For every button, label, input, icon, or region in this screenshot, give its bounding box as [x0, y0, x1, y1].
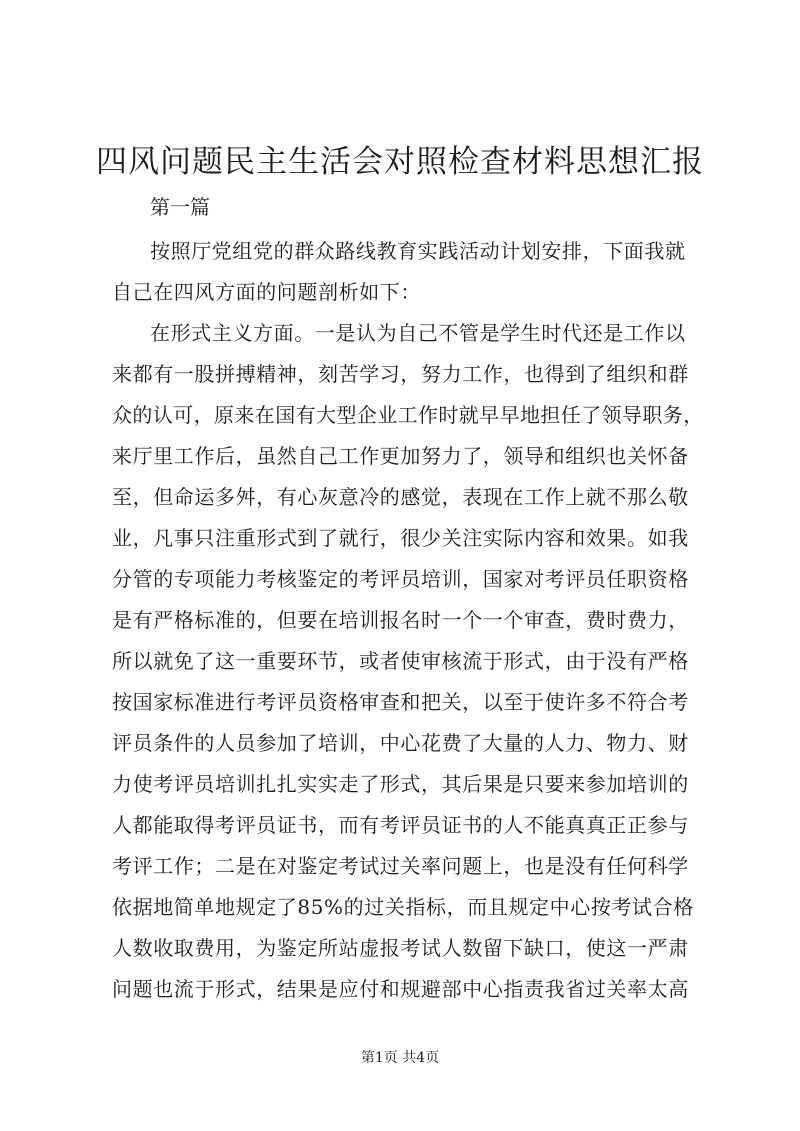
body-line: 是有严格标准的，但要在培训报名时一个一个审查，费时费力，: [112, 608, 689, 632]
body-line: 人都能取得考评员证书，而有考评员证书的人不能真真正正参与: [112, 813, 689, 837]
body-line: 来厅里工作后，虽然自己工作更加努力了，领导和组织也关怀备: [112, 444, 689, 468]
body-line: 至，但命运多舛，有心灰意冷的感觉，表现在工作上就不那么敬: [112, 485, 689, 509]
body-line: 所以就免了这一重要环节，或者使审核流于形式，由于没有严格: [112, 649, 689, 673]
body-line: 问题也流于形式，结果是应付和规避部中心指责我省过关率太高: [112, 977, 689, 1001]
body-line: 按照厅党组党的群众路线教育实践活动计划安排，下面我就: [150, 239, 686, 263]
body-line: 在形式主义方面。一是认为自己不管是学生时代还是工作以: [150, 321, 686, 345]
body-line: 评员条件的人员参加了培训，中心花费了大量的人力、物力、财: [112, 731, 689, 755]
page-number: 第1页 共4页: [360, 1050, 440, 1066]
body-line: 力使考评员培训扎扎实实走了形式，其后果是只要来参加培训的: [112, 772, 689, 796]
section-label: 第一篇: [150, 195, 210, 219]
body-line: 依据地简单地规定了85%的过关指标，而且规定中心按考试合格: [112, 895, 694, 919]
body-line: 分管的专项能力考核鉴定的考评员培训，国家对考评员任职资格: [112, 567, 689, 591]
body-line: 自己在四风方面的问题剖析如下：: [112, 280, 421, 304]
body-line: 来都有一股拼搏精神，刻苦学习，努力工作，也得到了组织和群: [112, 362, 689, 386]
body-line: 按国家标准进行考评员资格审查和把关，以至于使许多不符合考: [112, 690, 689, 714]
body-line: 人数收取费用，为鉴定所站虚报考试人数留下缺口，使这一严肃: [112, 936, 689, 960]
body-line: 业，凡事只注重形式到了就行，很少关注实际内容和效果。如我: [112, 526, 689, 550]
body-line: 众的认可，原来在国有大型企业工作时就早早地担任了领导职务，: [112, 403, 704, 427]
document-title: 四风问题民主生活会对照检查材料思想汇报: [96, 144, 704, 180]
body-line: 考评工作；二是在对鉴定考试过关率问题上，也是没有任何科学: [112, 854, 689, 878]
